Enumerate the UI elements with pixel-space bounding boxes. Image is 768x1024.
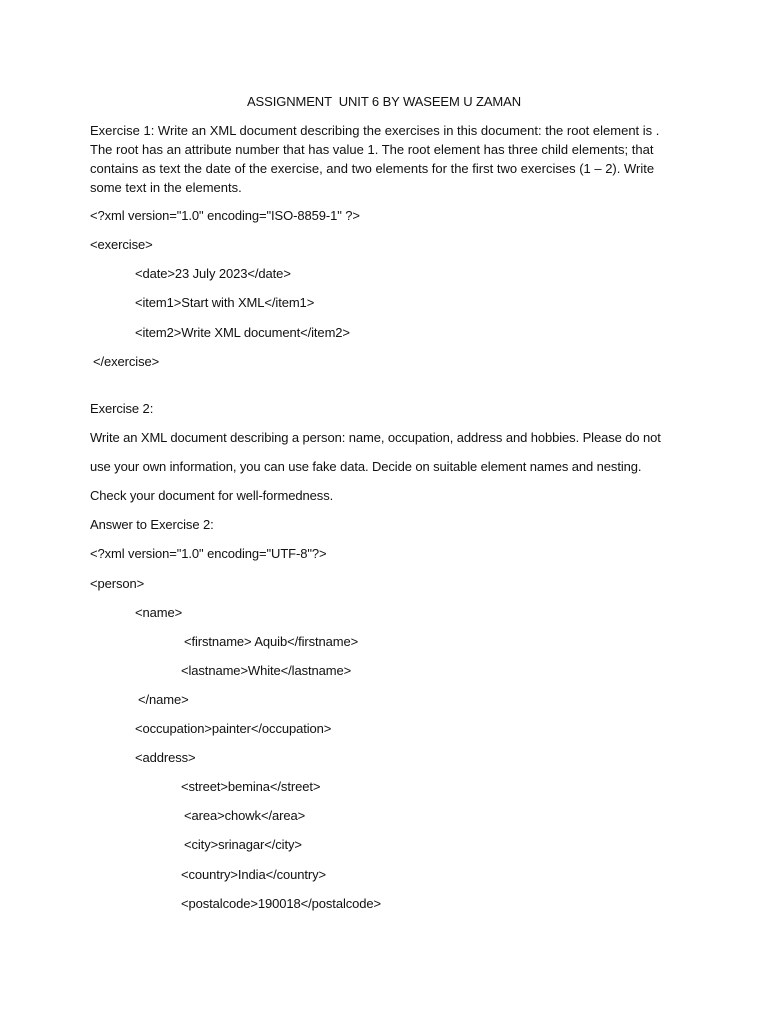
xml-declaration: <?xml version="1.0" encoding="ISO-8859-1" ?> xyxy=(90,208,360,223)
code-line-firstname: <firstname> Aquib</firstname> xyxy=(184,634,359,649)
code-line-item2: <item2>Write XML document</item2> xyxy=(135,325,350,340)
code-line-address-open: <address> xyxy=(135,750,196,765)
code-line-area: <area>chowk</area> xyxy=(184,808,306,823)
xml-declaration-2: <?xml version="1.0" encoding="UTF-8"?> xyxy=(90,546,327,561)
code-line-postalcode: <postalcode>190018</postalcode> xyxy=(181,896,382,911)
exercise-2-description-line-2: use your own information, you can use fake data. Decide on suitable element names and nesting. xyxy=(90,459,642,474)
exercise-2-heading: Exercise 2: xyxy=(90,401,154,416)
code-line-occupation: <occupation>painter</occupation> xyxy=(135,721,332,736)
document-title: ASSIGNMENT UNIT 6 BY WASEEM U ZAMAN xyxy=(246,94,522,109)
code-line-exercise-open: <exercise> xyxy=(90,237,153,252)
code-line-item1: <item1>Start with XML</item1> xyxy=(135,295,315,310)
code-line-country: <country>India</country> xyxy=(181,867,327,882)
code-line-name-close: </name> xyxy=(138,692,189,707)
code-line-city: <city>srinagar</city> xyxy=(184,837,302,852)
code-line-name-open: <name> xyxy=(135,605,183,620)
code-line-street: <street>bemina</street> xyxy=(181,779,321,794)
exercise-2-description-line-1: Write an XML document describing a person: name, occupation, address and hobbies. Please do not xyxy=(90,430,661,445)
exercise-2-description-line-3: Check your document for well-formedness. xyxy=(90,488,334,503)
code-line-date: <date>23 July 2023</date> xyxy=(135,266,291,281)
code-line-lastname: <lastname>White</lastname> xyxy=(181,663,352,678)
code-line-exercise-close: </exercise> xyxy=(93,354,160,369)
answer-heading: Answer to Exercise 2: xyxy=(90,517,214,532)
exercise-1-description: Exercise 1: Write an XML document describing the exercises in this document: the root element is . The root has an attribute number that has value 1. The root element has three child elements; that contains as text the date of the exercise, and two elements for the first two exercises (1 – 2). Write some text in the elements. xyxy=(90,123,660,195)
code-line-person-open: <person> xyxy=(90,576,145,591)
